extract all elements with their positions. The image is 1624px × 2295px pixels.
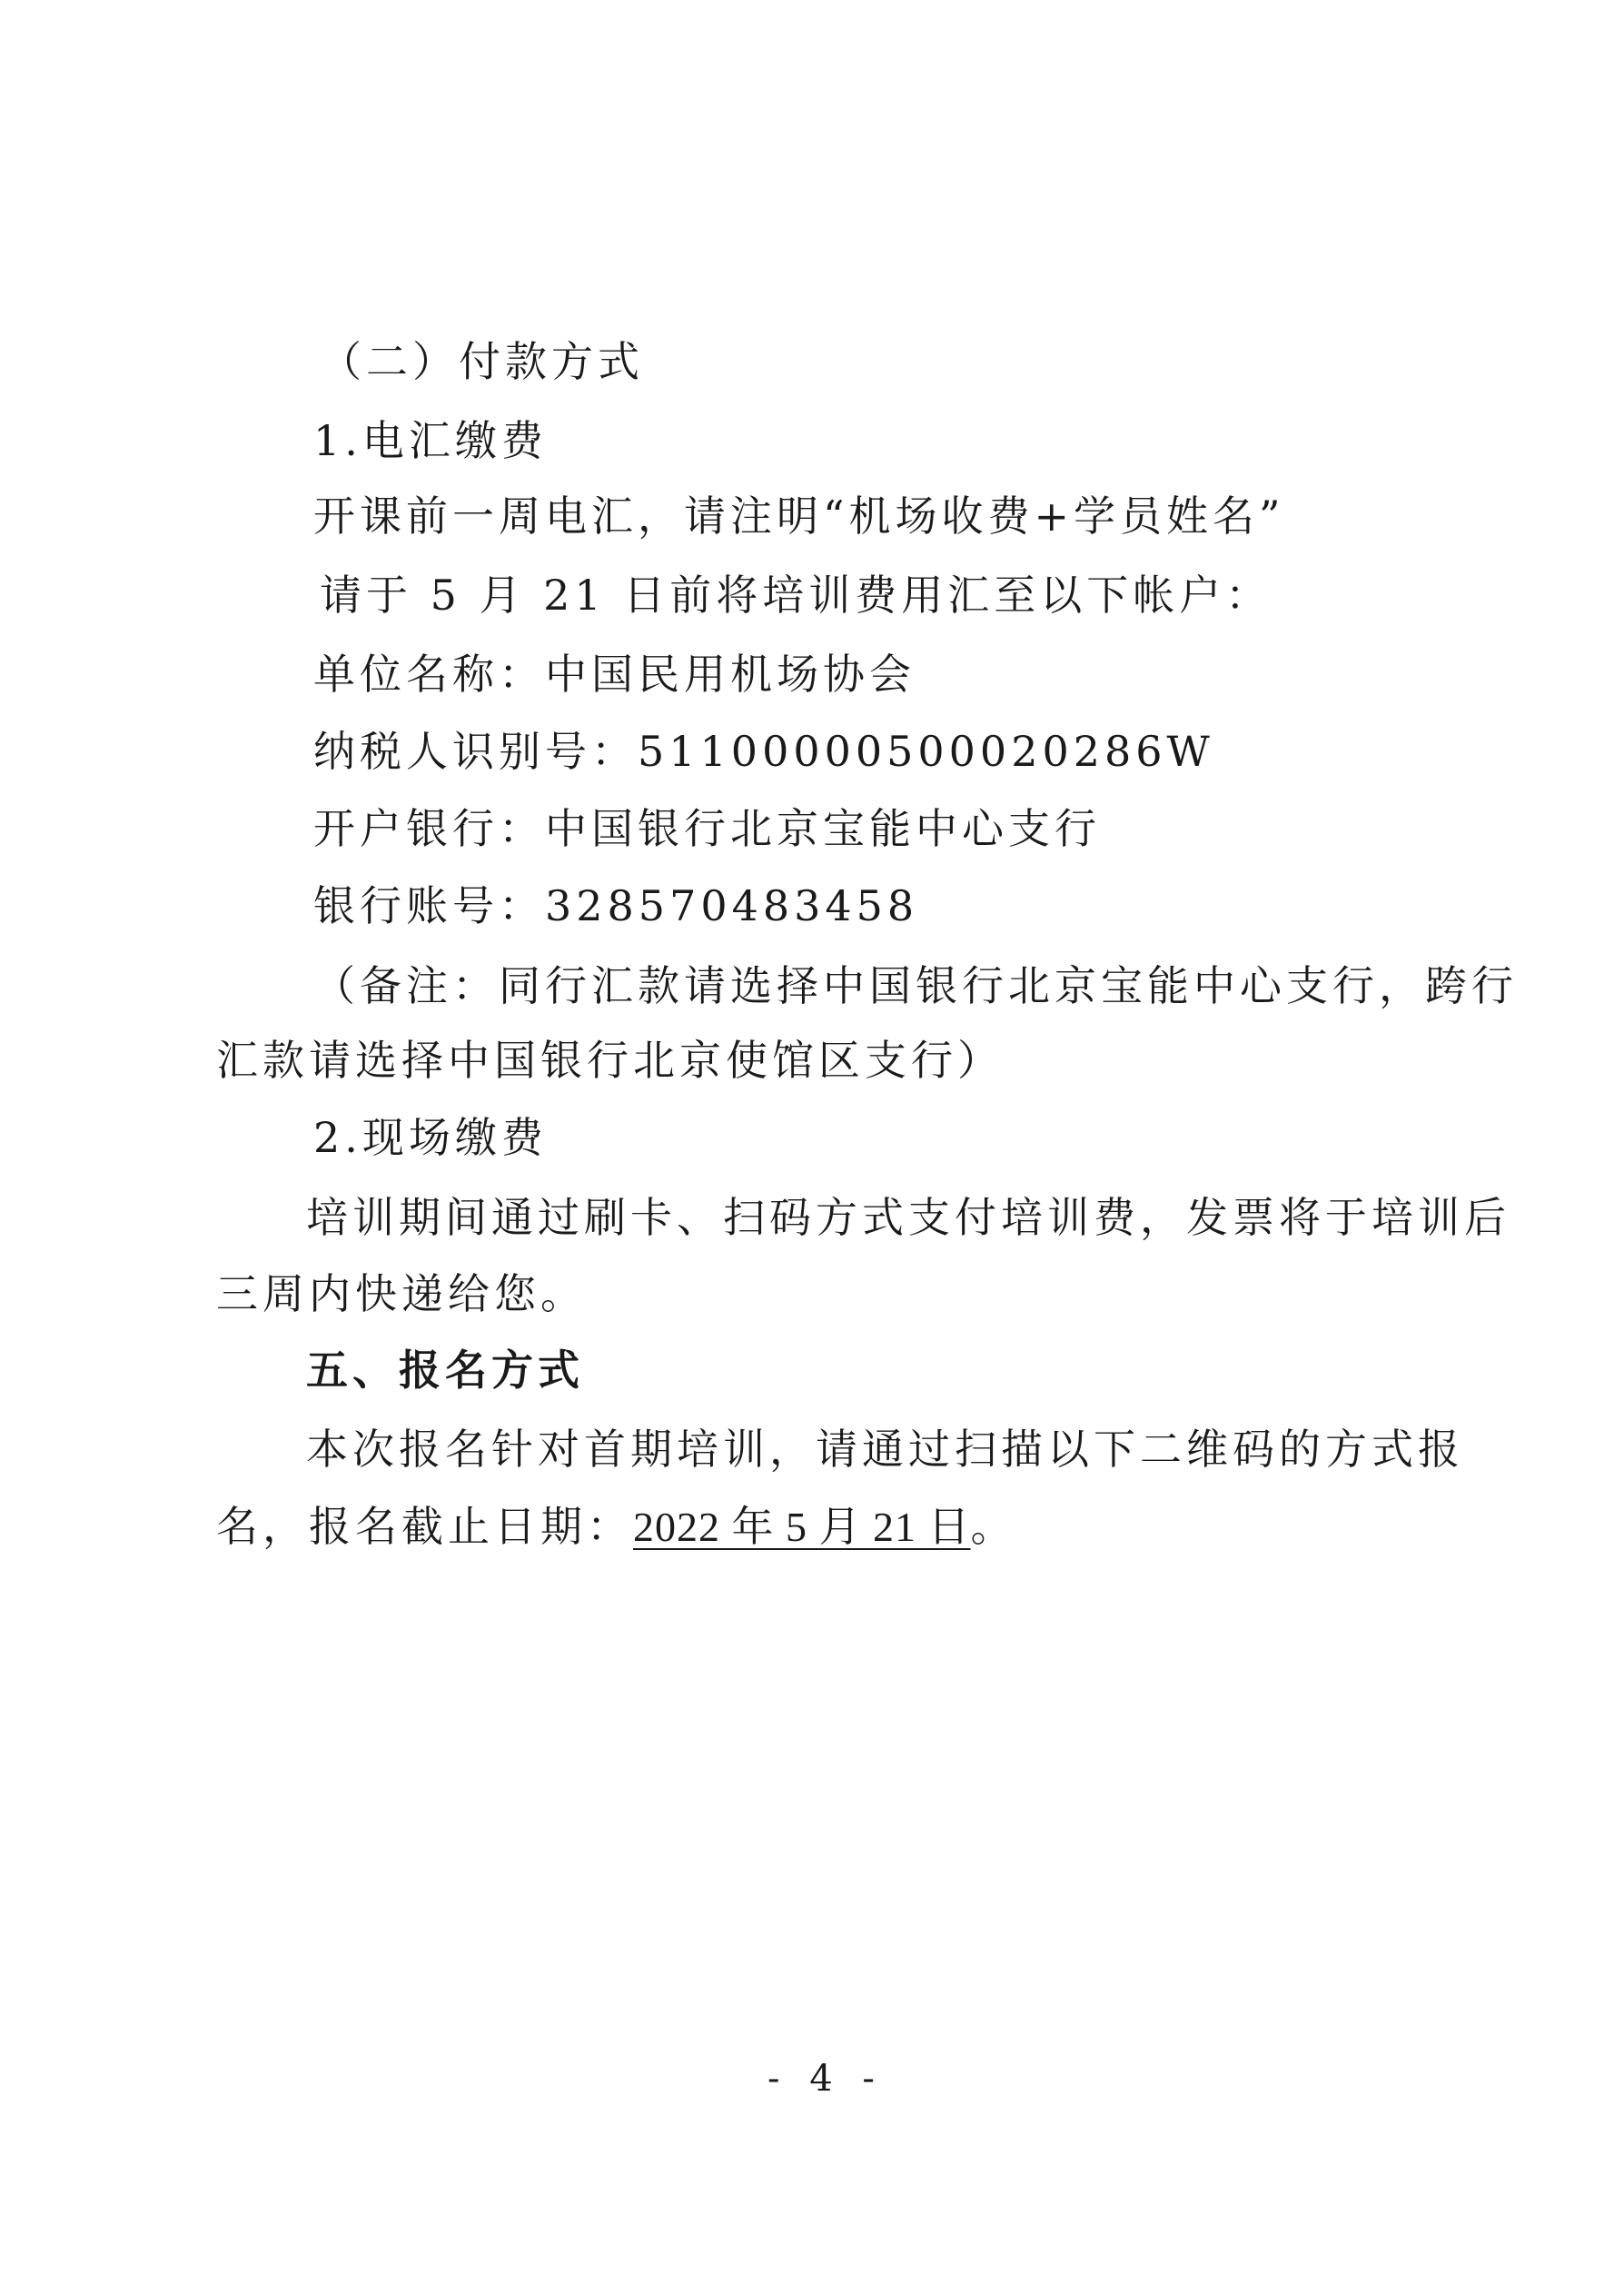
page-number: - 4 - — [767, 2058, 884, 2100]
registration-text-1: 本次报名针对首期培训，请通过扫描以下二维码的方式报 — [306, 1425, 1464, 1474]
onsite-payment-text-1: 培训期间通过刷卡、扫码方式支付培训费，发票将于培训后 — [306, 1193, 1510, 1242]
onsite-payment-heading: 2.现场缴费 — [313, 1113, 548, 1162]
registration-deadline-suffix: 。 — [970, 1502, 1017, 1551]
payment-method-heading: （二）付款方式 — [320, 337, 644, 386]
transfer-deadline-line: 请于 5 月 21 日前将培训费用汇至以下帐户： — [320, 571, 1272, 620]
wire-transfer-note: 开课前一周电汇，请注明“机场收费+学员姓名” — [313, 492, 1285, 541]
onsite-payment-text-2: 三周内快递给您。 — [216, 1269, 587, 1318]
account-number-line: 银行账号：328570483458 — [313, 881, 919, 930]
registration-deadline-label: 名，报名截止日期： — [216, 1502, 633, 1551]
remark-line-1: （备注：同行汇款请选择中国银行北京宝能中心支行，跨行 — [313, 961, 1518, 1010]
remark-line-2: 汇款请选择中国银行北京使馆区支行） — [216, 1036, 1004, 1085]
registration-text-2 — [216, 1499, 1017, 1555]
bank-name-line: 开户银行：中国银行北京宝能中心支行 — [313, 804, 1101, 853]
account-name-line: 单位名称：中国民用机场协会 — [313, 650, 916, 699]
registration-deadline-date: 2022 年 5 月 21 日 — [633, 1504, 971, 1550]
registration-heading: 五、报名方式 — [306, 1346, 584, 1395]
taxpayer-id-line: 纳税人识别号：51100000500020286W — [313, 727, 1214, 776]
wire-transfer-heading: 1.电汇缴费 — [313, 416, 548, 465]
